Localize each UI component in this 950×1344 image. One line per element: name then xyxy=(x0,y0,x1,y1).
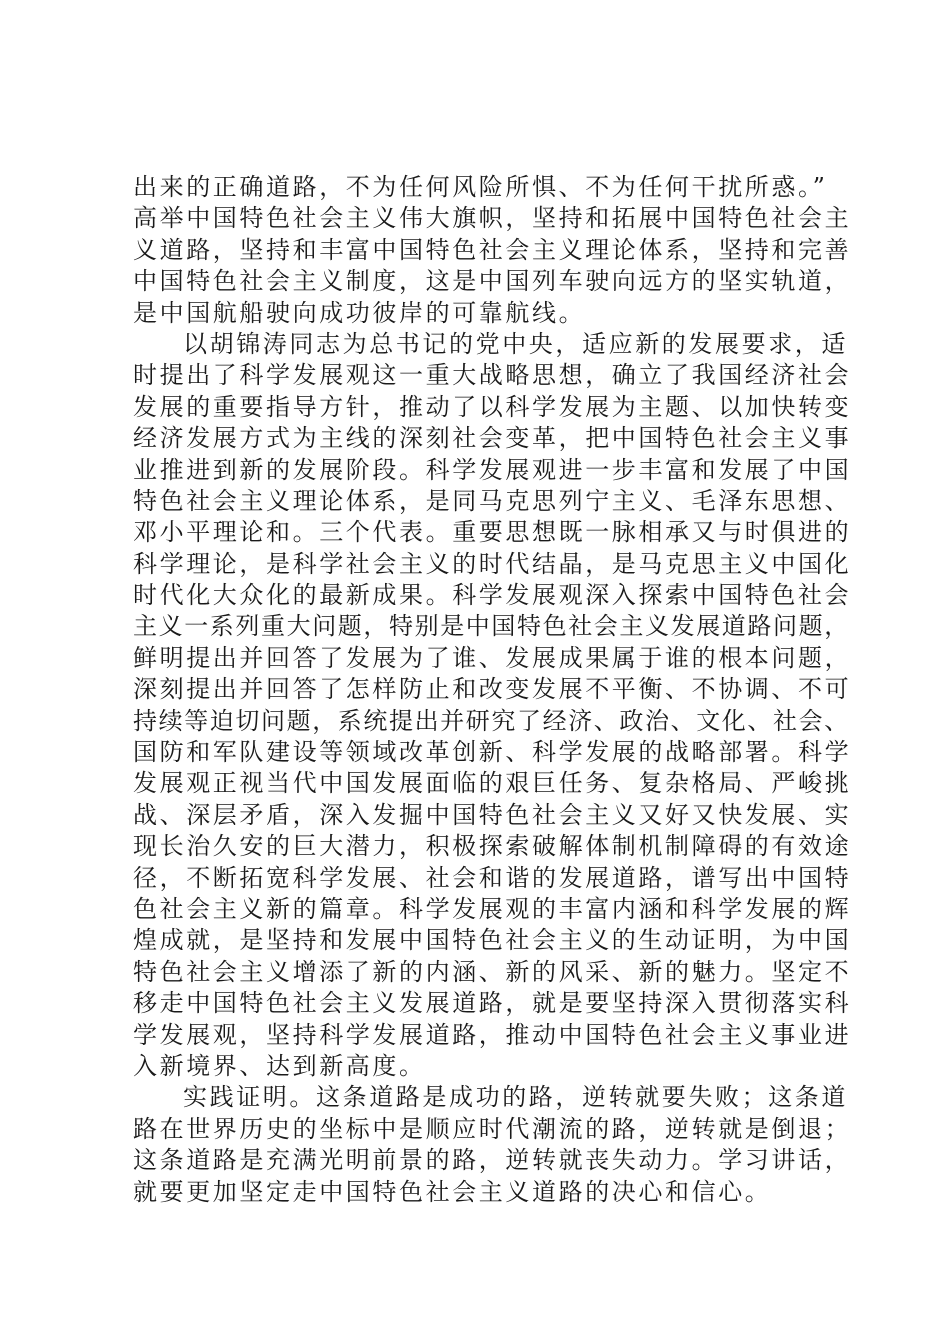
text-line: 就要更加坚定走中国特色社会主义道路的决心和信心。 xyxy=(133,1177,772,1206)
text-line: 出来的正确道路，不为任何风险所惧、不为任何干扰所惑。” xyxy=(133,173,828,201)
text-line: 色社会主义新的篇章。科学发展观的丰富内涵和科学发展的辉 xyxy=(133,894,852,923)
text-line: 鲜明提出并回答了发展为了谁、发展成果属于谁的根本问题， xyxy=(133,643,852,672)
text-line: 径，不断拓宽科学发展、社会和谐的发展道路，谱写出中国特 xyxy=(133,863,852,892)
text-line: 煌成就，是坚持和发展中国特色社会主义的生动证明，为中国 xyxy=(133,926,852,955)
text-line: 移走中国特色社会主义发展道路，就是要坚持深入贯彻落实科 xyxy=(133,989,852,1018)
text-line: 是中国航船驶向成功彼岸的可靠航线。 xyxy=(133,298,586,327)
text-line: 深刻提出并回答了怎样防止和改变发展不平衡、不协调、不可 xyxy=(133,675,852,704)
text-line: 战、深层矛盾，深入发掘中国特色社会主义又好又快发展、实 xyxy=(133,800,852,829)
text-line: 特色社会主义理论体系，是同马克思列宁主义、毛泽东思想、 xyxy=(133,486,852,515)
text-line: 入新境界、达到新高度。 xyxy=(133,1051,426,1080)
text-line: 发展观正视当代中国发展面临的艰巨任务、复杂格局、严峻挑 xyxy=(133,769,852,798)
text-line: 时代化大众化的最新成果。科学发展观深入探索中国特色社会 xyxy=(133,581,852,610)
text-line: 这条道路是充满光明前景的路，逆转就丧失动力。学习讲话， xyxy=(133,1146,852,1175)
text-line: 主义一系列重大问题，特别是中国特色社会主义发展道路问题， xyxy=(133,612,850,641)
text-line: 业推进到新的发展阶段。科学发展观进一步丰富和发展了中国 xyxy=(133,455,852,484)
text-line: 以胡锦涛同志为总书记的党中央，适应新的发展要求，适 xyxy=(183,329,848,358)
text-line: 国防和军队建设等领域改革创新、科学发展的战略部署。科学 xyxy=(133,738,852,767)
text-line: 实践证明。这条道路是成功的路，逆转就要失败；这条道 xyxy=(183,1083,848,1112)
text-line: 特色社会主义增添了新的内涵、新的风采、新的魅力。坚定不 xyxy=(133,957,852,986)
text-line: 科学理论，是科学社会主义的时代结晶，是马克思主义中国化 xyxy=(133,549,852,578)
text-line: 持续等迫切问题，系统提出并研究了经济、政治、文化、社会、 xyxy=(133,706,850,735)
body-text xyxy=(133,172,853,1208)
text-line: 发展的重要指导方针，推动了以科学发展为主题、以加快转变 xyxy=(133,392,852,421)
text-line: 中国特色社会主义制度，这是中国列车驶向远方的坚实轨道， xyxy=(133,267,852,296)
text-line: 邓小平理论和。三个代表。重要思想既一脉相承又与时俱进的 xyxy=(133,518,852,547)
text-line: 义道路，坚持和丰富中国特色社会主义理论体系，坚持和完善 xyxy=(133,235,852,264)
text-line: 学发展观，坚持科学发展道路，推动中国特色社会主义事业进 xyxy=(133,1020,852,1049)
text-line: 路在世界历史的坐标中是顺应时代潮流的路，逆转就是倒退； xyxy=(133,1114,852,1143)
text-line: 现长治久安的巨大潜力，积极探索破解体制机制障碍的有效途 xyxy=(133,832,852,861)
text-line: 时提出了科学发展观这一重大战略思想，确立了我国经济社会 xyxy=(133,361,852,390)
text-line: 高举中国特色社会主义伟大旗帜，坚持和拓展中国特色社会主 xyxy=(133,204,852,233)
text-line: 经济发展方式为主线的深刻社会变革，把中国特色社会主义事 xyxy=(133,424,852,453)
